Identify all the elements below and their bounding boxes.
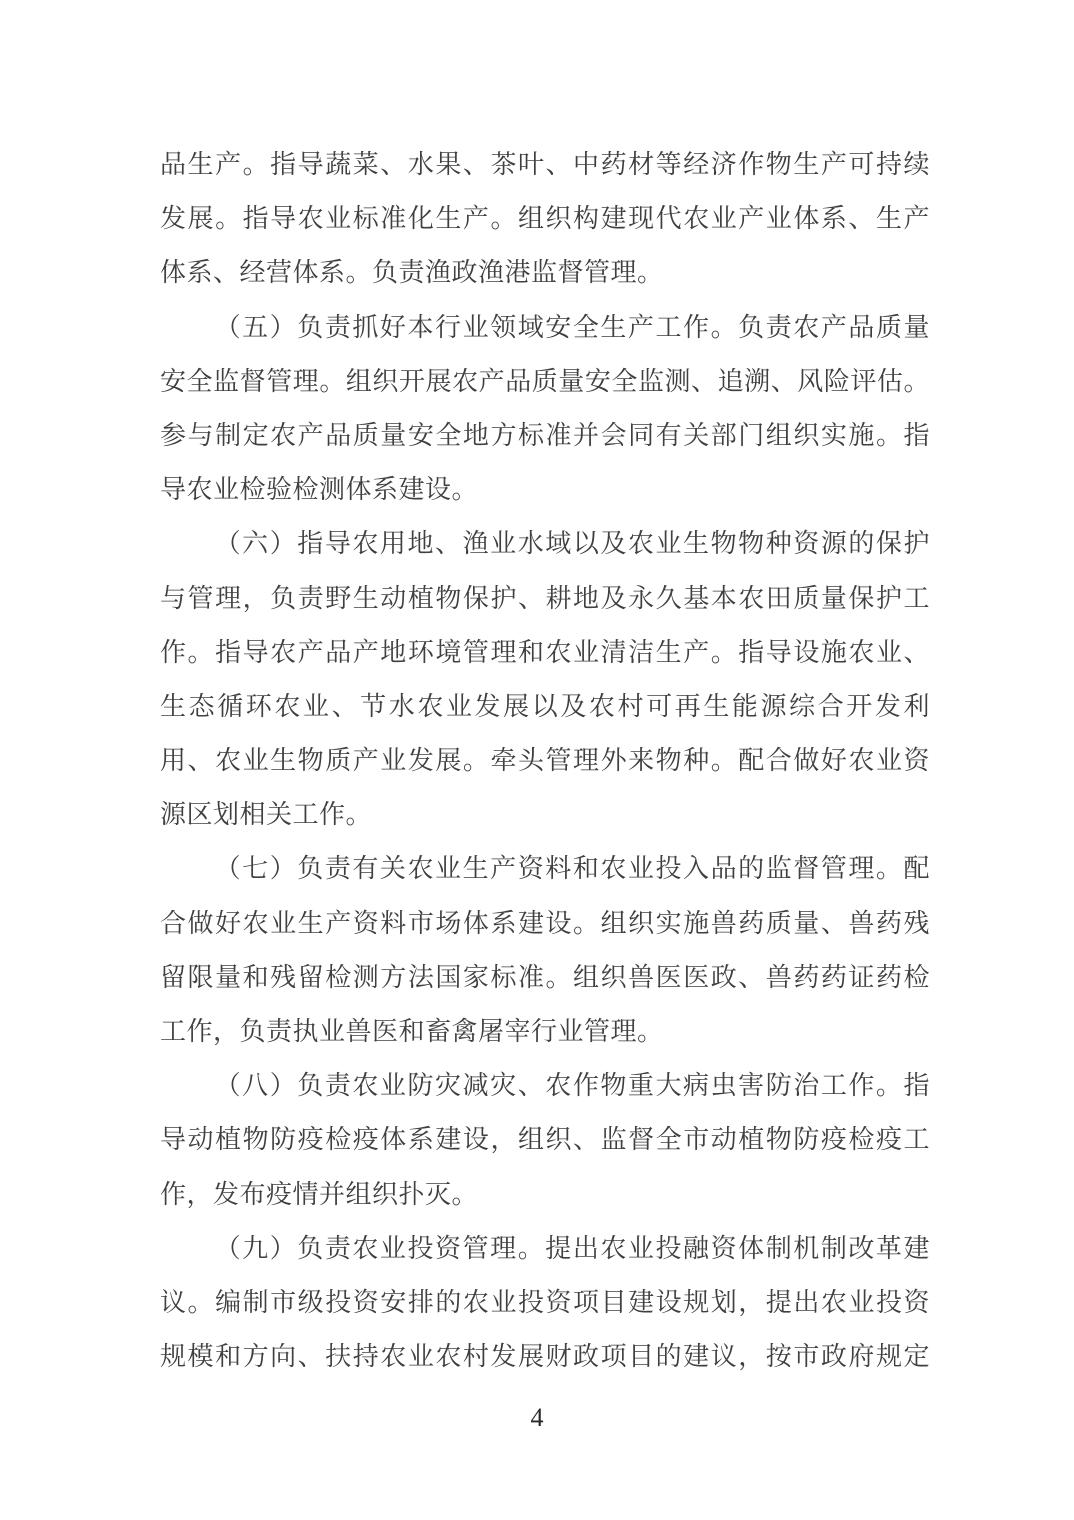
text-line: （九）负责农业投资管理。提出农业投融资体制机制改革建: [214, 1233, 930, 1263]
text-line: 体系、经营体系。负责渔政渔港监督管理。: [160, 258, 664, 288]
text-line: 发展。指导农业标准化生产。组织构建现代农业产业体系、生产: [160, 204, 930, 234]
text-line: （五）负责抓好本行业领域安全生产工作。负责农产品质量: [214, 312, 930, 342]
paragraph: [160, 1059, 930, 1222]
paragraph: [160, 138, 930, 301]
text-line: 品生产。指导蔬菜、水果、茶叶、中药材等经济作物生产可持续: [160, 150, 930, 179]
document-body-text: [160, 138, 930, 1384]
text-line: 作。指导农产品产地环境管理和农业清洁生产。指导设施农业、: [160, 637, 930, 667]
text-line: 导农业检验检测体系建设。: [160, 475, 479, 505]
text-line: 留限量和残留检测方法国家标准。组织兽医医政、兽药药证药检: [160, 962, 930, 992]
paragraph: [160, 301, 930, 518]
text-line: 规模和方向、扶持农业农村发展财政项目的建议，按市政府规定: [160, 1342, 930, 1372]
text-line: （六）指导农用地、渔业水域以及农业生物物种资源的保护: [214, 529, 930, 559]
page-number: 4: [530, 1403, 544, 1432]
text-line: 生态循环农业、节水农业发展以及农村可再生能源综合开发利: [160, 691, 930, 721]
text-line: 工作，负责执业兽医和畜禽屠宰行业管理。: [160, 1017, 664, 1046]
text-line: （八）负责农业防灾减灾、农作物重大病虫害防治工作。指: [214, 1071, 930, 1101]
text-line: 用、农业生物质产业发展。牵头管理外来物种。配合做好农业资: [160, 746, 930, 776]
text-line: 源区划相关工作。: [160, 800, 373, 830]
paragraph: [160, 1222, 930, 1385]
text-line: 作，发布疫情并组织扑灭。: [160, 1179, 479, 1209]
text-line: 安全监督管理。组织开展农产品质量安全监测、追溯、风险评估。: [160, 366, 930, 396]
text-line: 导动植物防疫检疫体系建设，组织、监督全市动植物防疫检疫工: [160, 1125, 930, 1155]
text-line: 与管理，负责野生动植物保护、耕地及永久基本农田质量保护工: [160, 583, 930, 613]
text-line: 议。编制市级投资安排的农业投资项目建设规划，提出农业投资: [160, 1287, 930, 1317]
paragraph: [160, 517, 930, 842]
text-line: 参与制定农产品质量安全地方标准并会同有关部门组织实施。指: [160, 420, 930, 450]
text-line: 合做好农业生产资料市场体系建设。组织实施兽药质量、兽药残: [160, 908, 930, 938]
text-line: （七）负责有关农业生产资料和农业投入品的监督管理。配: [214, 854, 930, 884]
paragraph: [160, 842, 930, 1059]
